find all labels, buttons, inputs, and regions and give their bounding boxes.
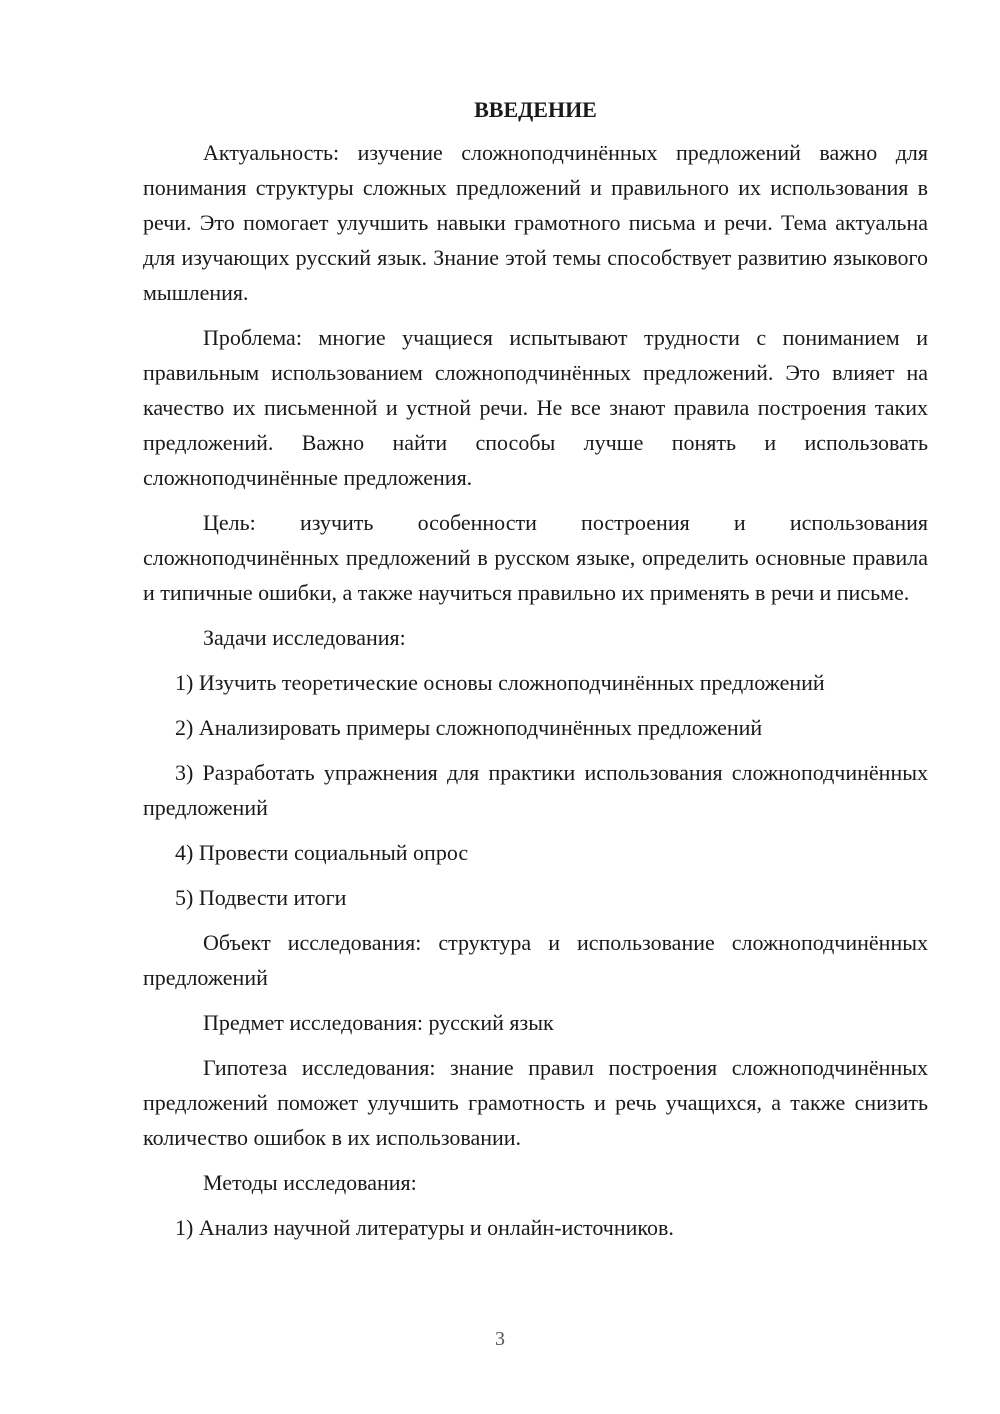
document-page [143,95,928,1255]
methods-heading: Методы исследования: [203,1170,417,1195]
task-item: 5) Подвести итоги [175,885,347,910]
task-item: 2) Анализировать примеры сложноподчинённых предложений [175,715,763,740]
page-number: 3 [495,1328,505,1350]
task-item: 1) Изучить теоретические основы сложноподчинённых предложений [175,670,825,695]
problem-paragraph: Проблема: многие учащиеся испытывают трудности с пониманием и правильным использованием сложноподчинённых предложений. Это влияет на качество их письменной и устной речи. Не все знают правила построения таких предложений. Важно найти способы лучше понять и использовать сложноподчинённые предложения. [143,325,928,490]
task-item: 4) Провести социальный опрос [175,840,469,865]
object-paragraph: Объект исследования: структура и использование сложноподчинённых предложений [143,930,928,990]
relevance-paragraph: Актуальность: изучение сложноподчинённых предложений важно для понимания структуры сложных предложений и правильного их использования в речи. Это помогает улучшить навыки грамотного письма и речи. Тема актуальна для изучающих русский язык. Знание этой темы способствует развитию языкового мышления. [143,140,928,305]
hypothesis-paragraph: Гипотеза исследования: знание правил построения сложноподчинённых предложений поможет улучшить грамотность и речь учащихся, а также снизить количество ошибок в их использовании. [143,1055,928,1150]
subject-line: Предмет исследования: русский язык [203,1010,554,1035]
method-item: 1) Анализ научной литературы и онлайн-источников. [175,1215,674,1240]
task-item: 3) Разработать упражнения для практики использования сложноподчинённых предложений [143,760,928,820]
tasks-heading: Задачи исследования: [203,625,406,650]
goal-paragraph: Цель: изучить особенности построения и использования сложноподчинённых предложений в русском языке, определить основные правила и типичные ошибки, а также научиться правильно их применять в речи и письме. [143,510,928,605]
section-title: ВВЕДЕНИЕ [474,97,597,122]
